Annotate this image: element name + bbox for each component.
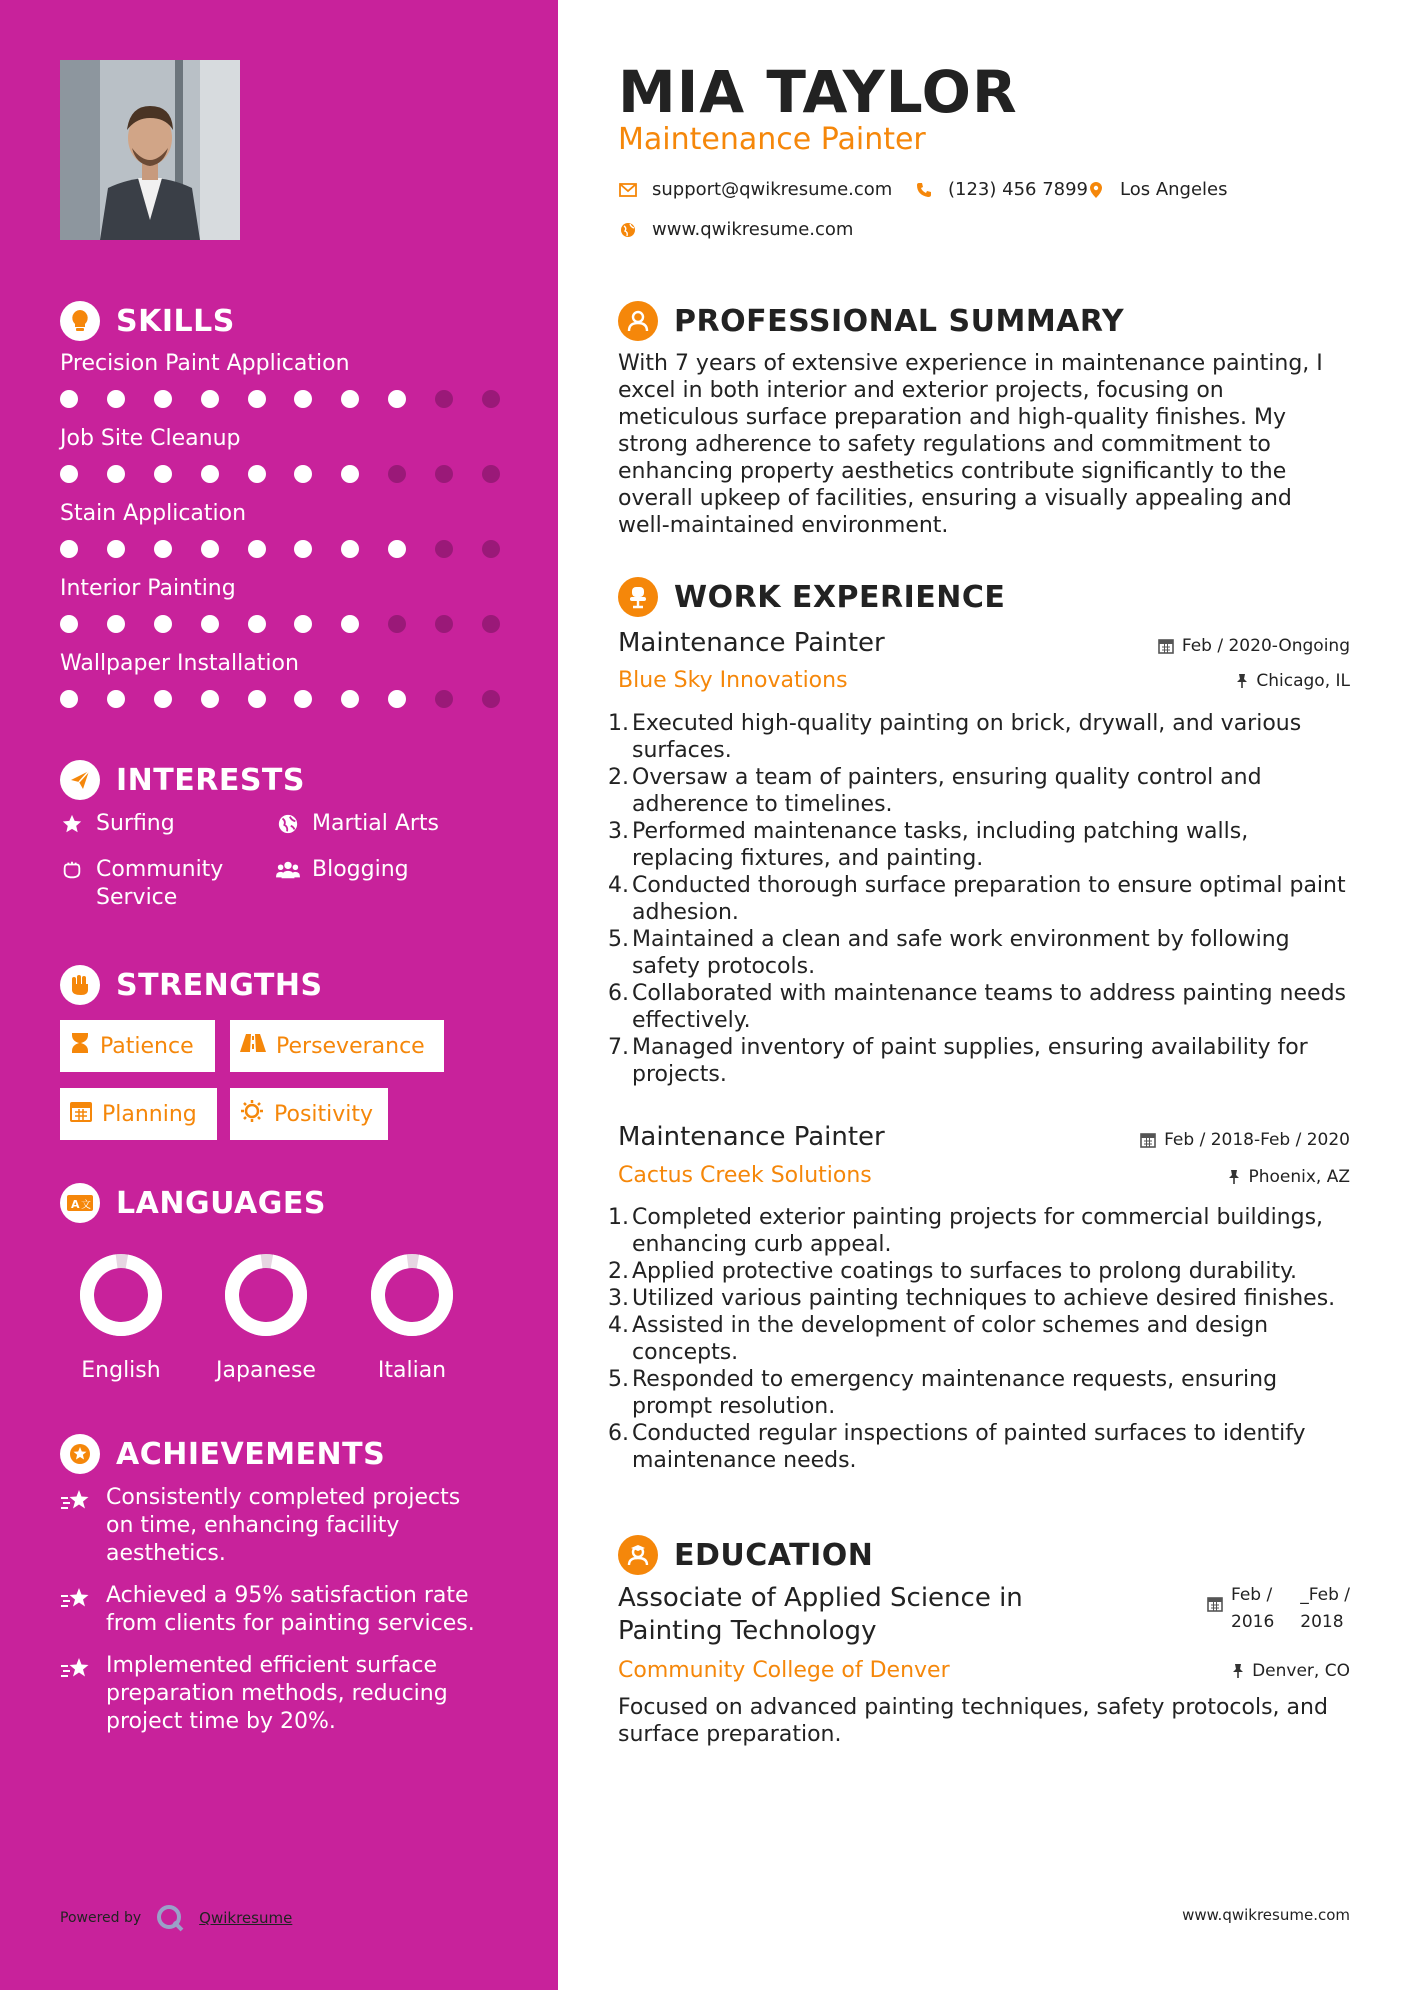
rating-dot-empty	[388, 615, 406, 633]
rating-dot-filled	[107, 615, 125, 633]
hand-icon	[60, 856, 84, 884]
job-location	[1228, 1167, 1350, 1187]
achievement-text: Implemented efficient surface preparation methods, reducing project time by 20%.	[106, 1653, 448, 1734]
lightbulb-icon	[60, 301, 100, 341]
education-title: EDUCATION	[674, 1537, 874, 1573]
experience-title: WORK EXPERIENCE	[674, 579, 1006, 615]
users-icon	[276, 856, 300, 884]
rating-dot-filled	[154, 390, 172, 408]
phone-icon	[914, 182, 934, 198]
sun-icon	[240, 1099, 264, 1129]
skill-rating	[60, 615, 500, 633]
job-title: Maintenance Painter	[618, 1122, 885, 1152]
language-item	[347, 1250, 477, 1383]
skill-name: Stain Application	[60, 501, 247, 526]
strength-badge	[60, 1088, 217, 1140]
footer-website[interactable]: www.qwikresume.com	[1182, 1906, 1350, 1924]
skill-name: Interior Painting	[60, 576, 236, 601]
summary-title: PROFESSIONAL SUMMARY	[674, 303, 1125, 339]
language-item	[201, 1250, 331, 1383]
company-name: Cactus Creek Solutions	[618, 1163, 872, 1188]
language-item	[56, 1250, 186, 1383]
rating-dot-filled	[60, 690, 78, 708]
envelope-icon	[618, 183, 638, 197]
calendar-icon	[1140, 1132, 1156, 1148]
achievement-item	[60, 1652, 480, 1736]
language-ring	[76, 1250, 166, 1340]
responsibility-item	[608, 1204, 1348, 1258]
achievements-title: ACHIEVEMENTS	[116, 1436, 386, 1472]
phone-text[interactable]: (123) 456 7899	[948, 179, 1089, 200]
responsibility-item	[608, 1312, 1348, 1366]
contact-website	[618, 219, 853, 240]
skills-title: SKILLS	[116, 303, 235, 339]
rating-dot-empty	[435, 390, 453, 408]
responsibility-item	[608, 926, 1348, 980]
job-dates	[1158, 636, 1350, 656]
achievement-text: Consistently completed projects on time, enhancing facility aesthetics.	[106, 1485, 461, 1566]
responsibility-item	[608, 980, 1348, 1034]
strength-label: Perseverance	[276, 1033, 425, 1059]
strength-badge	[230, 1088, 388, 1140]
rating-dot-filled	[294, 540, 312, 558]
skill-name: Job Site Cleanup	[60, 426, 241, 451]
interest-label: Blogging	[312, 857, 409, 882]
rating-dot-empty	[482, 540, 500, 558]
responsibility-item	[608, 1366, 1348, 1420]
rating-dot-filled	[154, 690, 172, 708]
responsibility-item	[608, 764, 1348, 818]
list-number: 6.	[608, 1421, 629, 1446]
job-title: Maintenance Painter	[618, 628, 885, 658]
interest-item	[60, 810, 175, 838]
map-pin-icon	[1086, 182, 1106, 198]
rating-dot-filled	[248, 690, 266, 708]
interest-label: Martial Arts	[312, 811, 440, 836]
rating-dot-filled	[154, 615, 172, 633]
rating-dot-filled	[107, 690, 125, 708]
responsibility-text: Completed exterior painting projects for commercial buildings, enhancing curb appeal.	[632, 1205, 1324, 1257]
rating-dot-filled	[201, 465, 219, 483]
rating-dot-filled	[248, 465, 266, 483]
strengths-title: STRENGTHS	[116, 967, 323, 1003]
education-degree: Associate of Applied Science in Painting Technology	[618, 1583, 1023, 1646]
list-number: 5.	[608, 927, 629, 952]
contact-location	[1086, 179, 1228, 200]
rating-dot-filled	[248, 390, 266, 408]
summary-text: With 7 years of extensive experience in maintenance painting, I excel in both interior and exterior projects, focusing on meticulous surface preparation and high-quality finishes. My strong adherence to safety regulations and commitment to enhancing property aesthetics contribute significantly to the overall upkeep of facilities, ensuring a visually appealing and well-maintained environment.	[618, 351, 1323, 538]
rating-dot-filled	[201, 540, 219, 558]
rating-dot-filled	[248, 540, 266, 558]
strength-badge	[60, 1020, 215, 1072]
rating-dot-filled	[60, 615, 78, 633]
rating-dot-filled	[154, 540, 172, 558]
interest-item	[276, 810, 439, 838]
language-name: English	[81, 1358, 161, 1383]
job-dates	[1140, 1130, 1350, 1150]
rating-dot-filled	[341, 615, 359, 633]
globe-icon	[618, 222, 638, 238]
qwikresume-link[interactable]: Qwikresume	[199, 1909, 293, 1927]
education-school: Community College of Denver	[618, 1658, 950, 1683]
job-responsibilities	[608, 1204, 1348, 1474]
rating-dot-filled	[107, 390, 125, 408]
rating-dot-filled	[388, 540, 406, 558]
education-start-month: Feb /	[1231, 1585, 1273, 1605]
pushpin-icon	[1232, 1663, 1244, 1679]
language-name: Italian	[377, 1358, 447, 1383]
list-number: 1.	[608, 711, 629, 736]
responsibility-text: Oversaw a team of painters, ensuring quality control and adherence to timelines.	[632, 765, 1262, 817]
rating-dot-filled	[60, 540, 78, 558]
summary-heading	[618, 301, 1124, 341]
strength-label: Positivity	[274, 1101, 374, 1127]
list-number: 1.	[608, 1205, 629, 1230]
skill-name: Precision Paint Application	[60, 351, 350, 376]
language-ring	[367, 1250, 457, 1340]
candidate-name: MIA TAYLOR	[618, 58, 1018, 126]
interest-item	[60, 856, 260, 912]
rating-dot-filled	[341, 465, 359, 483]
skills-heading	[60, 301, 235, 341]
responsibility-text: Managed inventory of paint supplies, ensuring availability for projects.	[632, 1035, 1308, 1087]
list-number: 6.	[608, 981, 629, 1006]
education-location-text: Denver, CO	[1252, 1661, 1350, 1681]
rating-dot-filled	[341, 540, 359, 558]
rating-dot-filled	[388, 690, 406, 708]
rating-dot-empty	[388, 465, 406, 483]
achievement-text: Achieved a 95% satisfaction rate from clients for painting services.	[106, 1583, 475, 1636]
rating-dot-empty	[435, 615, 453, 633]
candidate-role: Maintenance Painter	[618, 122, 926, 157]
fist-icon	[60, 965, 100, 1005]
calendar-icon	[70, 1100, 92, 1128]
interests-heading	[60, 760, 305, 800]
languages-title: LANGUAGES	[116, 1185, 326, 1221]
rating-dot-filled	[107, 540, 125, 558]
contact-phone	[914, 179, 1088, 200]
rating-dot-filled	[201, 690, 219, 708]
rating-dot-filled	[341, 690, 359, 708]
list-number: 2.	[608, 1259, 629, 1284]
list-number: 3.	[608, 819, 629, 844]
skill-rating	[60, 690, 500, 708]
achievements-heading	[60, 1434, 385, 1474]
skill-rating	[60, 540, 500, 558]
rating-dot-filled	[107, 465, 125, 483]
chair-icon	[618, 577, 658, 617]
responsibility-text: Applied protective coatings to surfaces to prolong durability.	[632, 1259, 1297, 1284]
responsibility-text: Executed high-quality painting on brick, drywall, and various surfaces.	[632, 711, 1302, 763]
rating-dot-empty	[435, 465, 453, 483]
qwikresume-logo-icon	[155, 1903, 185, 1933]
education-start-year: 2016	[1231, 1612, 1275, 1632]
list-number: 7.	[608, 1035, 629, 1060]
list-number: 3.	[608, 1286, 629, 1311]
responsibility-text: Collaborated with maintenance teams to address painting needs effectively.	[632, 981, 1347, 1033]
shooting-star-icon	[60, 1484, 92, 1568]
powered-by	[60, 1903, 292, 1933]
road-icon	[240, 1032, 266, 1060]
shooting-star-icon	[60, 1582, 92, 1638]
calendar-icon	[1158, 638, 1174, 654]
job-responsibilities	[608, 710, 1348, 1088]
globe-icon	[276, 810, 300, 838]
rating-dot-filled	[201, 390, 219, 408]
responsibility-item	[608, 872, 1348, 926]
powered-by-label: Powered by	[60, 1910, 142, 1926]
job-location	[1236, 671, 1350, 691]
rating-dot-filled	[294, 465, 312, 483]
job-dates-text: Feb / 2020-Ongoing	[1181, 636, 1350, 656]
company-name: Blue Sky Innovations	[618, 668, 848, 693]
interest-item	[276, 856, 409, 884]
languages-heading	[60, 1183, 326, 1223]
graduate-icon	[618, 1535, 658, 1575]
strength-label: Planning	[102, 1101, 197, 1127]
job-location-text: Phoenix, AZ	[1248, 1167, 1350, 1187]
responsibility-item	[608, 1420, 1348, 1474]
responsibility-text: Responded to emergency maintenance requests, ensuring prompt resolution.	[632, 1367, 1278, 1419]
rating-dot-filled	[154, 465, 172, 483]
translate-icon	[60, 1183, 100, 1223]
profile-photo	[60, 60, 240, 240]
interests-title: INTERESTS	[116, 762, 305, 798]
list-number: 2.	[608, 765, 629, 790]
user-icon	[618, 301, 658, 341]
responsibility-text: Conducted thorough surface preparation to ensure optimal paint adhesion.	[632, 873, 1346, 925]
responsibility-item	[608, 1285, 1348, 1312]
svg-text:文: 文	[81, 1200, 91, 1211]
education-heading	[618, 1535, 873, 1575]
rating-dot-filled	[60, 465, 78, 483]
trophy-star-icon	[60, 1434, 100, 1474]
rating-dot-filled	[294, 390, 312, 408]
responsibility-text: Performed maintenance tasks, including patching walls, replacing fixtures, and painting.	[632, 819, 1249, 871]
achievement-item	[60, 1582, 480, 1638]
paper-plane-icon	[60, 760, 100, 800]
rating-dot-filled	[60, 390, 78, 408]
experience-heading	[618, 577, 1005, 617]
location-text: Los Angeles	[1120, 179, 1228, 200]
job-dates-text: Feb / 2018-Feb / 2020	[1164, 1130, 1350, 1150]
star-icon	[60, 810, 84, 838]
interest-label: Community Service	[96, 857, 224, 910]
skill-name: Wallpaper Installation	[60, 651, 299, 676]
education-end-month: _Feb /	[1300, 1585, 1350, 1605]
rating-dot-empty	[435, 540, 453, 558]
rating-dot-filled	[201, 615, 219, 633]
education-dates	[1207, 1582, 1350, 1636]
education-description: Focused on advanced painting techniques, safety protocols, and surface preparation.	[618, 1695, 1328, 1747]
list-number: 4.	[608, 873, 629, 898]
pushpin-icon	[1236, 673, 1248, 689]
rating-dot-filled	[294, 690, 312, 708]
rating-dot-empty	[482, 615, 500, 633]
hourglass-icon	[70, 1031, 90, 1061]
contact-email	[618, 179, 892, 200]
responsibility-text: Assisted in the development of color schemes and design concepts.	[632, 1313, 1269, 1365]
sidebar	[0, 0, 558, 1990]
website-text[interactable]: www.qwikresume.com	[652, 219, 854, 240]
language-name: Japanese	[216, 1358, 316, 1383]
language-ring	[221, 1250, 311, 1340]
responsibility-text: Maintained a clean and safe work environment by following safety protocols.	[632, 927, 1290, 979]
rating-dot-empty	[482, 690, 500, 708]
responsibility-item	[608, 818, 1348, 872]
shooting-star-icon	[60, 1652, 92, 1736]
rating-dot-filled	[294, 615, 312, 633]
skill-rating	[60, 465, 500, 483]
responsibility-text: Conducted regular inspections of painted surfaces to identify maintenance needs.	[632, 1421, 1306, 1473]
responsibility-item	[608, 710, 1348, 764]
responsibility-text: Utilized various painting techniques to achieve desired finishes.	[632, 1286, 1336, 1311]
pushpin-icon	[1228, 1169, 1240, 1185]
calendar-icon	[1207, 1582, 1223, 1636]
strengths-heading	[60, 965, 323, 1005]
education-end-year: 2018	[1300, 1612, 1344, 1632]
achievement-item	[60, 1484, 480, 1568]
svg-text:A: A	[71, 1198, 80, 1211]
strength-label: Patience	[100, 1033, 194, 1059]
strength-badge	[230, 1020, 444, 1072]
responsibility-item	[608, 1034, 1348, 1088]
list-number: 4.	[608, 1313, 629, 1338]
responsibility-item	[608, 1258, 1348, 1285]
education-location	[1232, 1661, 1350, 1681]
rating-dot-empty	[482, 465, 500, 483]
list-number: 5.	[608, 1367, 629, 1392]
rating-dot-filled	[341, 390, 359, 408]
rating-dot-empty	[435, 690, 453, 708]
skill-rating	[60, 390, 500, 408]
job-location-text: Chicago, IL	[1256, 671, 1350, 691]
rating-dot-filled	[248, 615, 266, 633]
rating-dot-filled	[388, 390, 406, 408]
email-text[interactable]: support@qwikresume.com	[652, 179, 893, 200]
interest-label: Surfing	[96, 811, 175, 836]
rating-dot-empty	[482, 390, 500, 408]
